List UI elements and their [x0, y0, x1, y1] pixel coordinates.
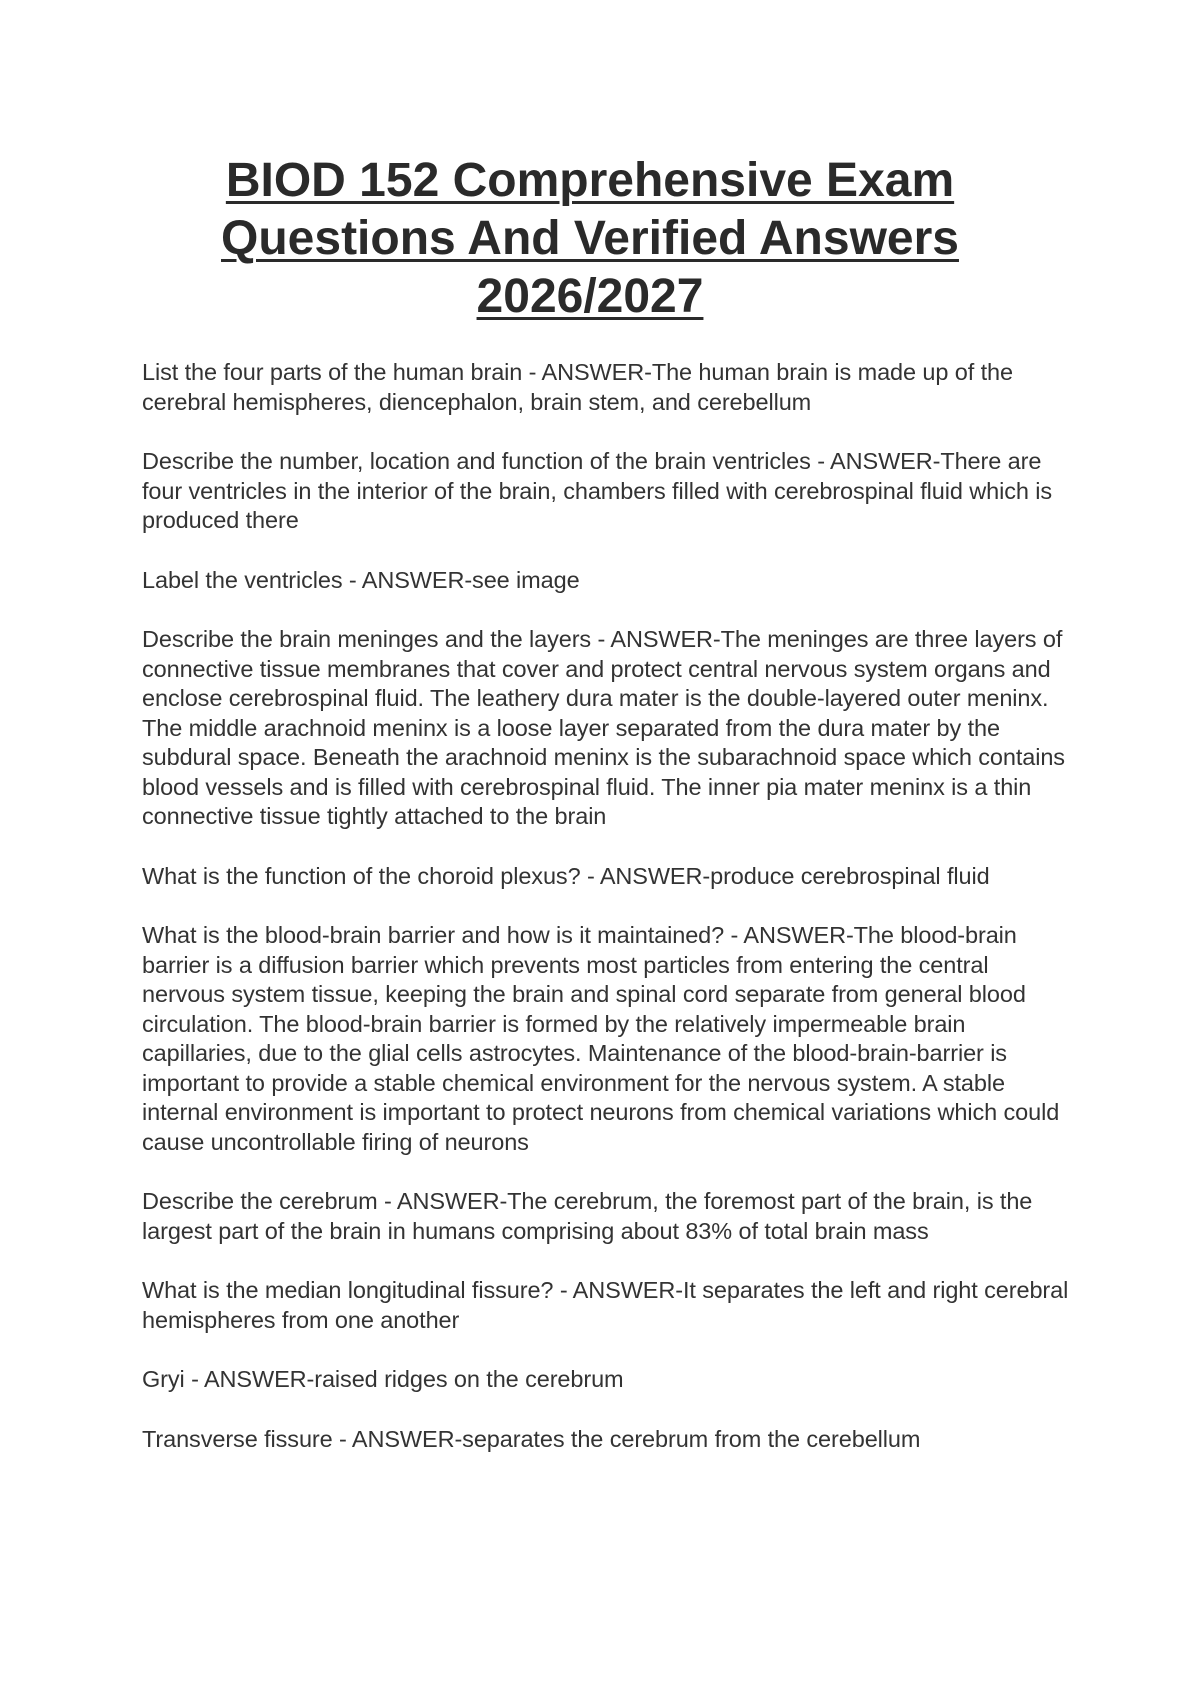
title-line-1: BIOD 152 Comprehensive Exam [225, 154, 955, 207]
qa-item-longitudinal-fissure: What is the median longitudinal fissure? - ANSWER-It separates the left and right cerebral hemispheres from one another [142, 1277, 1069, 1333]
qa-item-brain-parts: List the four parts of the human brain - ANSWER-The human brain is made up of the cerebral hemispheres, diencephalon, brain stem, and cerebellum [142, 359, 1013, 415]
qa-item-transverse-fissure: Transverse fissure - ANSWER-separates the cerebrum from the cerebellum [142, 1425, 921, 1452]
qa-item-cerebrum: Describe the cerebrum - ANSWER-The cerebrum, the foremost part of the brain, is the largest part of the brain in humans comprising about 83% of total brain mass [142, 1188, 1033, 1244]
qa-item-label-ventricles: Label the ventricles - ANSWER-see image [142, 566, 580, 593]
qa-item-meninges: Describe the brain meninges and the layers - ANSWER-The meninges are three layers of connective tissue membranes that cover and protect central nervous system organs and enclose cerebrospinal fluid. The leathery dura mater is the double-layered outer meninx. The middle arachnoid meninx is a loose layer separated from the dura mater by the subdural space. Beneath the arachnoid meninx is the subarachnoid space which contains blood vessels and is filled with cerebrospinal fluid. The inner pia mater meninx is a thin connective tissue tightly attached to the brain [142, 626, 1065, 829]
qa-item-ventricles: Describe the number, location and function of the brain ventricles - ANSWER-There are four ventricles in the interior of the brain, chambers filled with cerebrospinal fluid which is produced there [142, 448, 1053, 533]
title-line-3: 2026/2027 [476, 270, 704, 323]
qa-item-choroid-plexus: What is the function of the choroid plexus? - ANSWER-produce cerebrospinal fluid [142, 862, 990, 889]
title-line-2: Questions And Verified Answers [221, 212, 959, 265]
qa-item-blood-brain-barrier: What is the blood-brain barrier and how is it maintained? - ANSWER-The blood-brain barrier is a diffusion barrier which prevents most particles from entering the central nervous system tissue, keeping the brain and spinal cord separate from general blood circulation. The blood-brain barrier is formed by the relatively impermeable brain capillaries, due to the glial cells astrocytes. Maintenance of the blood-brain-barrier is important to provide a stable chemical environment for the nervous system. A stable internal environment is important to protect neurons from chemical variations which could cause uncontrollable firing of neurons [142, 922, 1060, 1155]
qa-item-gyri: Gryi - ANSWER-raised ridges on the cerebrum [142, 1366, 624, 1392]
document-title [150, 152, 1030, 326]
qa-list [142, 358, 1072, 1484]
